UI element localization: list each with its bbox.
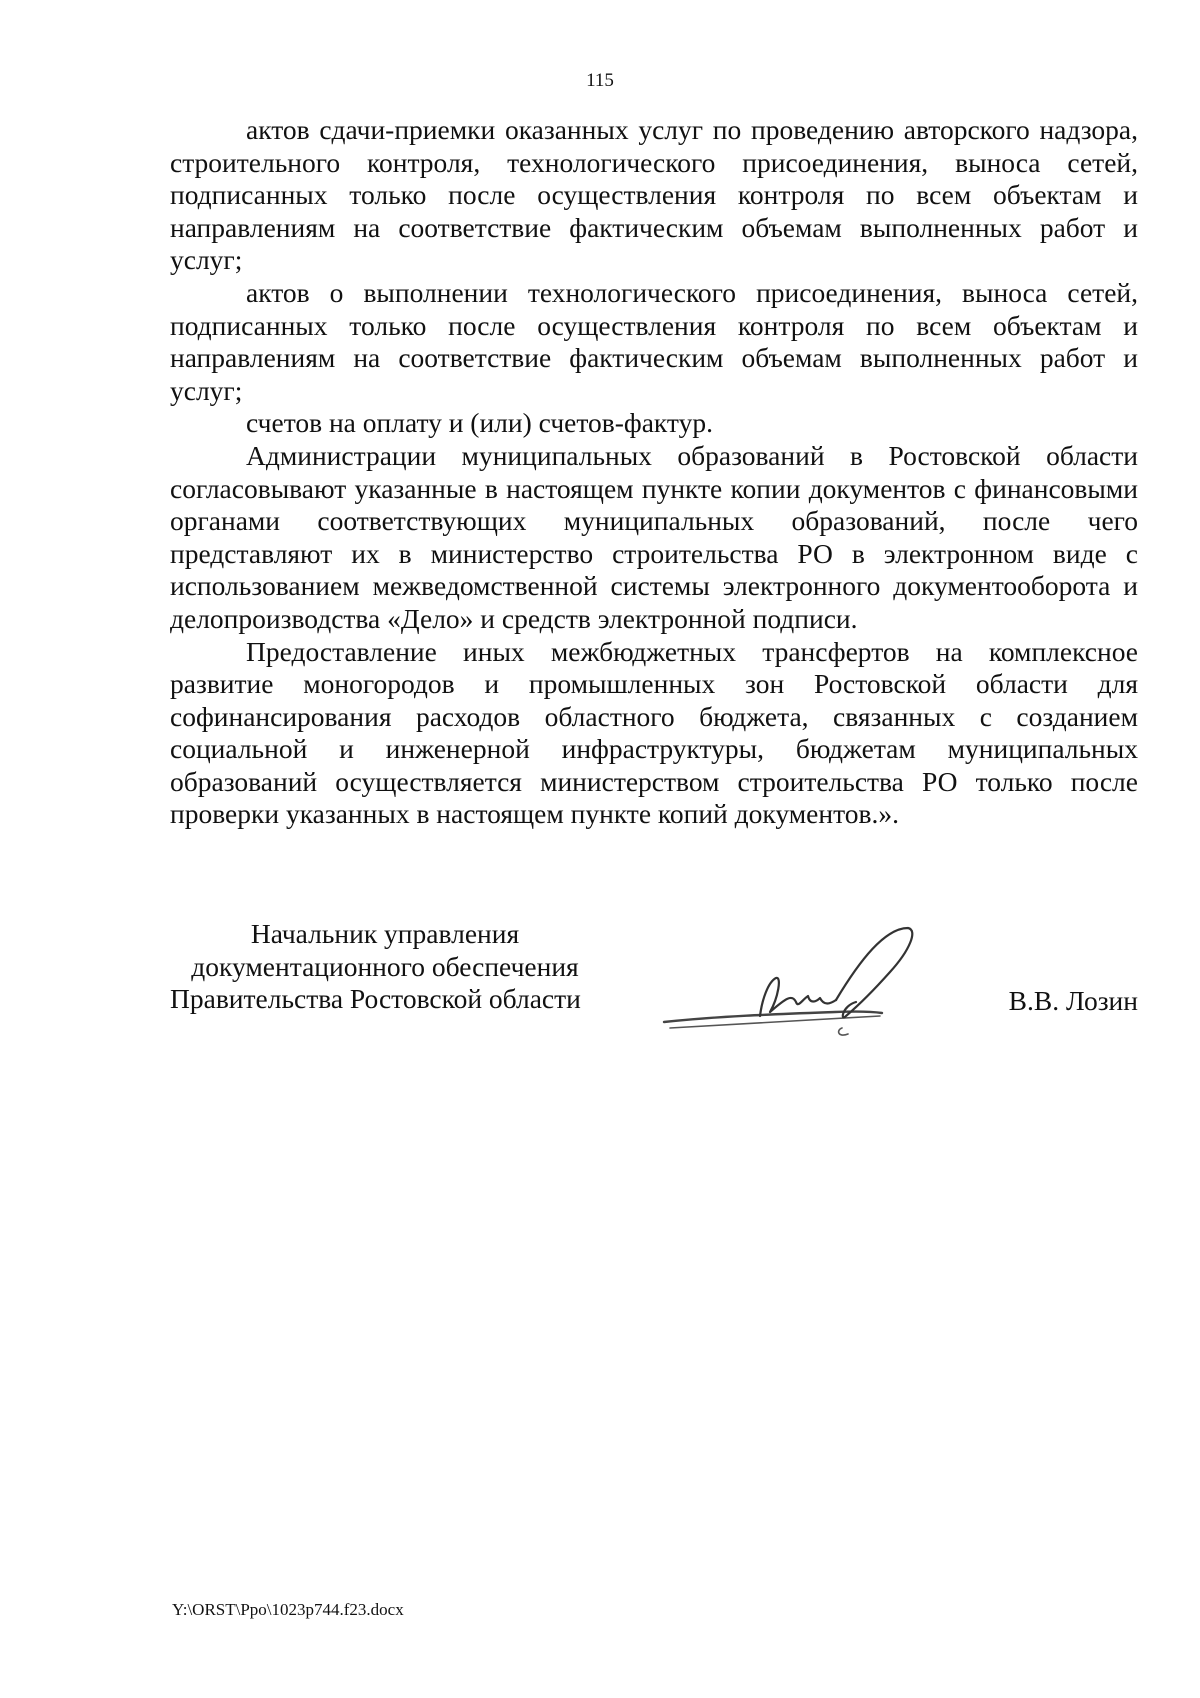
signatory-name: В.В. Лозин [1008,985,1138,1016]
paragraph-acts-connection: актов о выполнении технологического присоединения, выноса сетей, подписанных только после осуществления контроля по всем объектам и направлениям на соответствие фактическим объемам выполненных работ и услуг; [170,276,1138,406]
paragraph-acts-acceptance: актов сдачи-приемки оказанных услуг по проведению авторского надзора, строительного контроля, технологического присоединения, выноса сетей, подписанных только после осуществления контроля по всем объектам и направлениям на соответствие фактическим объемам выполненных работ и услуг; [170,114,1138,276]
paragraph-invoices: счетов на оплату и (или) счетов-фактур. [246,407,713,439]
signatory-title-line: Начальник управления [250,918,520,949]
page-number: 115 [586,70,614,91]
signatory-title [170,918,600,1016]
signatory-title-line: документационного обеспечения [191,950,579,982]
paragraph-transfers: Предоставление иных межбюджетных трансфертов на комплексное развитие моногородов и промышленных зон Ростовской области для софинансирования расходов областного бюджета, связанных с созданием социальной и инженерной инфраструктуры, бюджетам муниципальных образований осуществляется министерством строительства РО только после проверки указанных в настоящем пункте копий документов.». [170,635,1138,830]
handwritten-signature [660,920,950,1050]
signatory-title-line: Правительства Ростовской области [170,983,581,1015]
footer-file-path: Y:\ORST\Ppo\1023p744.f23.docx [172,1600,404,1619]
paragraph-administrations: Администрации муниципальных образований в Ростовской области согласовывают указанные в настоящем пункте копии документов с финансовыми органами соответствующих муниципальных образований, после чего представляют их в министерство строительства РО в электронном виде с использованием межведомственной системы электронного документооборота и делопроизводства «Дело» и средств электронной подписи. [170,439,1138,634]
document-body [170,114,1138,831]
